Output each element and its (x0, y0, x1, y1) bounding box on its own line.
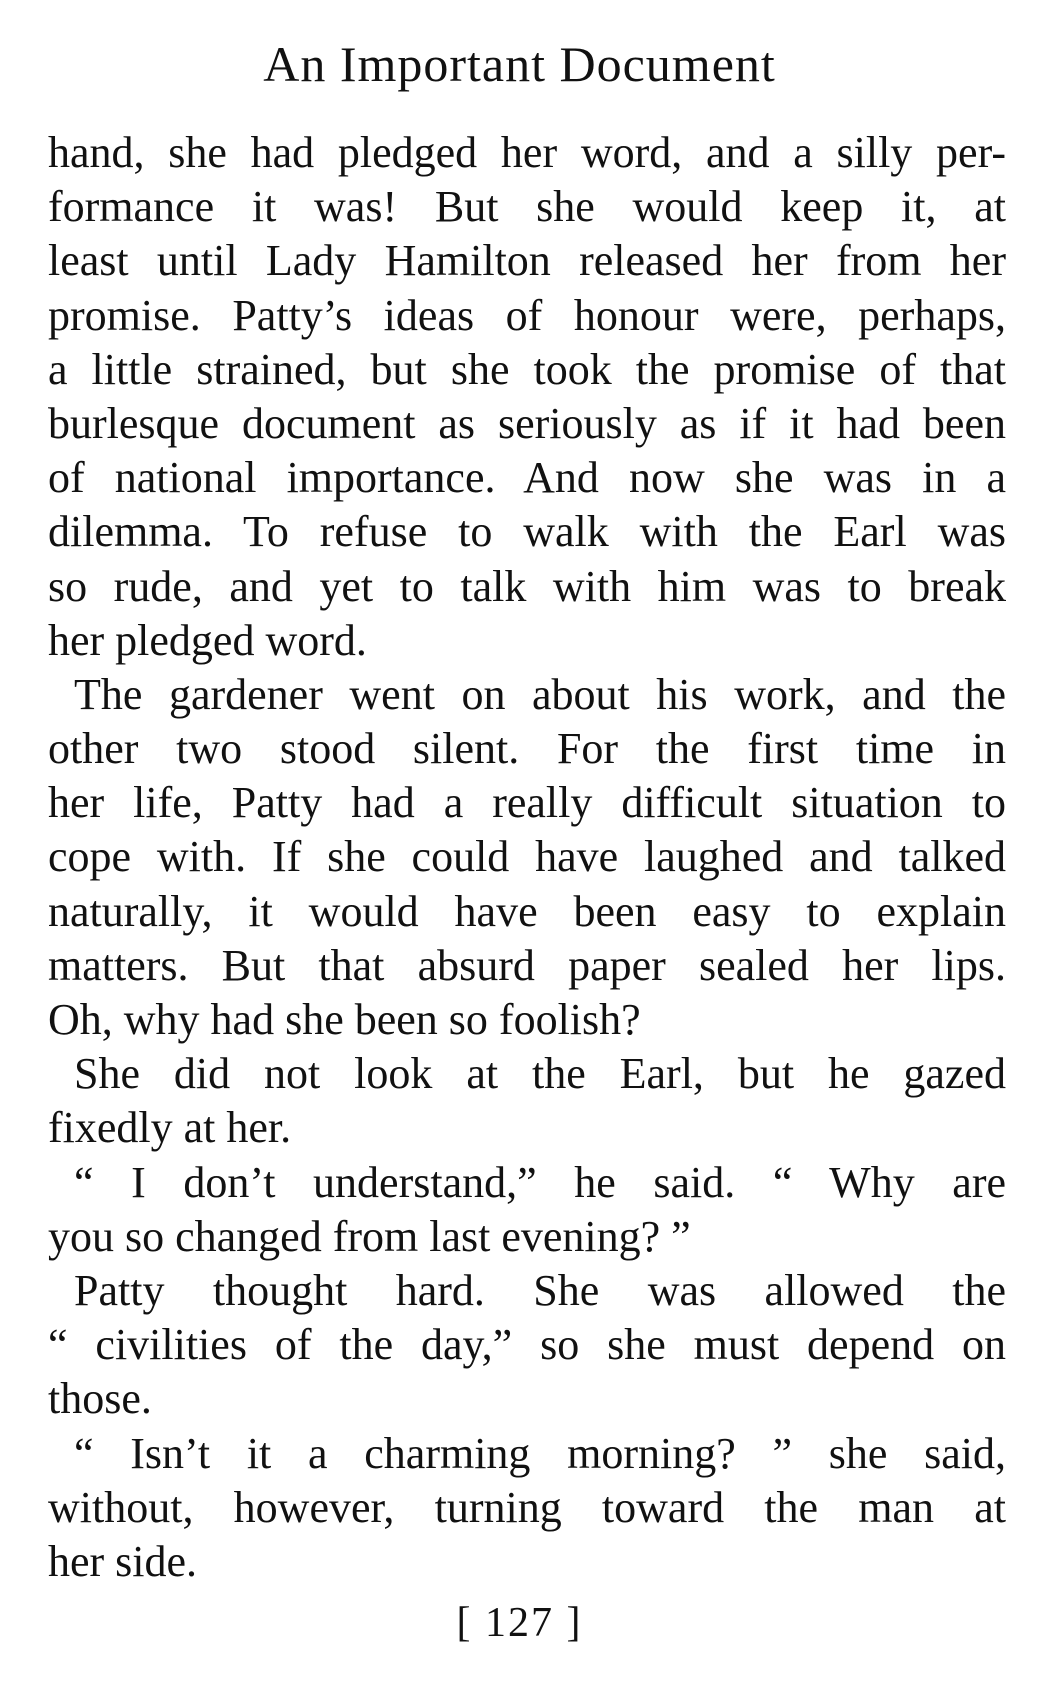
text-line: naturally, it would have been easy to explain (48, 886, 1006, 936)
text-line: her pledged word. (48, 615, 367, 665)
text-line: those. (48, 1374, 152, 1424)
text-line: without, however, turning toward the man at (48, 1482, 1006, 1532)
text-line: dilemma. To refuse to walk with the Earl was (48, 507, 1006, 557)
text-line: matters. But that absurd paper sealed her lips. (48, 940, 1006, 990)
text-line: The gardener went on about his work, and the (74, 669, 1006, 719)
text-line: fixedly at her. (48, 1103, 292, 1153)
text-line: a little strained, but she took the promise of that (48, 344, 1006, 394)
text-line: Patty thought hard. She was allowed the (74, 1265, 1006, 1315)
paragraph (48, 1427, 1006, 1590)
text-line: “ Isn’t it a charming morning? ” she said, (74, 1428, 1006, 1478)
running-head: An Important Document (263, 36, 776, 92)
paragraph (48, 1156, 1006, 1264)
text-line: her life, Patty had a really difficult situation to (48, 778, 1006, 828)
text-line: burlesque document as seriously as if it had been (48, 398, 1006, 448)
page-number: [ 127 ] (456, 1600, 583, 1646)
text-line: formance it was! But she would keep it, at (48, 182, 1006, 232)
text-line: you so changed from last evening? ” (48, 1211, 691, 1261)
text-line: so rude, and yet to talk with him was to break (48, 561, 1006, 611)
paragraph (48, 1264, 1006, 1427)
paragraph (48, 126, 1006, 668)
paragraph (48, 668, 1006, 1047)
text-line: promise. Patty’s ideas of honour were, perhaps, (48, 290, 1006, 340)
text-line: her side. (48, 1536, 198, 1586)
text-line: least until Lady Hamilton released her from her (48, 236, 1006, 286)
body-text (48, 126, 1006, 1589)
text-line: “ civilities of the day,” so she must depend on (48, 1320, 1006, 1370)
text-line: Oh, why had she been so foolish? (48, 995, 641, 1044)
text-line: She did not look at the Earl, but he gazed (74, 1049, 1006, 1099)
text-line: of national importance. And now she was in a (48, 453, 1006, 503)
text-line: “ I don’t understand,” he said. “ Why are (74, 1157, 1006, 1207)
text-line: other two stood silent. For the first time in (48, 724, 1006, 774)
paragraph (48, 1047, 1006, 1155)
text-line: cope with. If she could have laughed and talked (48, 832, 1006, 882)
text-line: hand, she had pledged her word, and a silly per- (48, 128, 1006, 177)
